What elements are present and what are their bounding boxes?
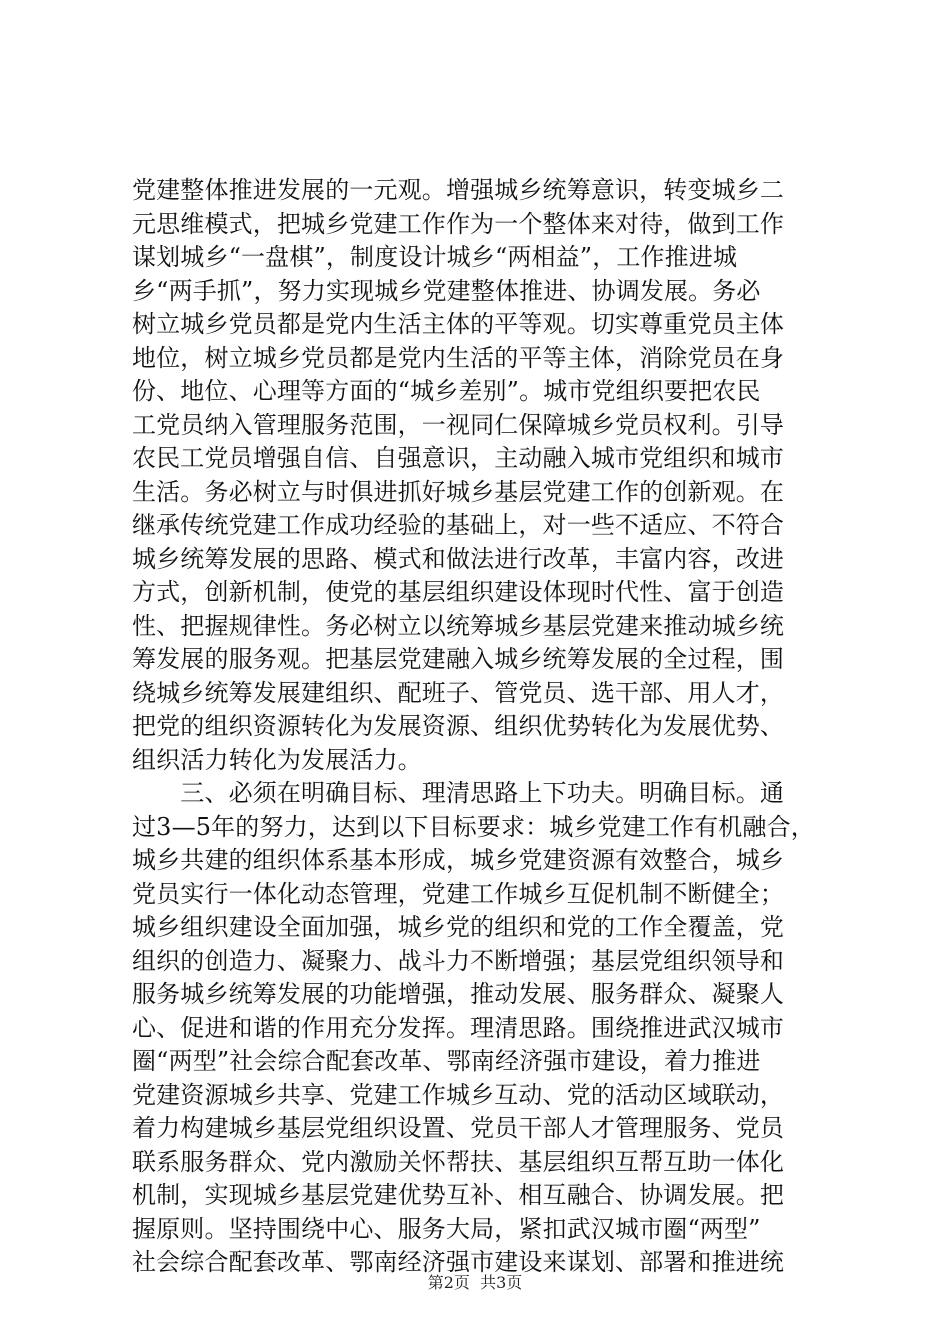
text-line: 握原则。坚持围绕中心、服务大局，紧扣武汉城市圈“两型”: [132, 1214, 761, 1243]
text-line: 把党的组织资源转化为发展资源、组织优势转化为发展优势、: [132, 712, 785, 740]
text-line: 城乡组织建设全面加强，城乡党的组织和党的工作全覆盖，党: [132, 913, 785, 941]
text-line: 服务城乡统筹发展的功能增强，推动发展、服务群众、凝聚人: [132, 980, 785, 1008]
text-line: 筹发展的服务观。把基层党建融入城乡统筹发展的全过程，围: [132, 645, 785, 673]
text-line: 机制，实现城乡基层党建优势互补、相互融合、协调发展。把: [132, 1181, 785, 1209]
text-line: 心、促进和谐的作用充分发挥。理清思路。围绕推进武汉城市: [132, 1013, 785, 1042]
text-line: 元思维模式，把城乡党建工作作为一个整体来对待，做到工作: [132, 209, 785, 238]
text-line: 城乡共建的组织体系基本形成，城乡党建资源有效整合，城乡: [132, 846, 785, 874]
text-line: 组织的创造力、凝聚力、战斗力不断增强；基层党组织领导和: [132, 946, 785, 975]
text-line: 继承传统党建工作成功经验的基础上，对一些不适应、不符合: [132, 511, 785, 539]
text-line: 农民工党员增强自信、自强意识，主动融入城市党组织和城市: [132, 444, 785, 472]
text-line: 工党员纳入管理服务范围，一视同仁保障城乡党员权利。引导: [132, 410, 785, 439]
text-line: 谋划城乡“一盘棋”，制度设计城乡“两相益”，工作推进城: [132, 243, 738, 271]
text-line: 城乡统筹发展的思路、模式和做法进行改革，丰富内容，改进: [132, 544, 785, 573]
text-line: 过3—5年的努力，达到以下目标要求：城乡党建工作有机融合，: [132, 812, 815, 841]
page-number-footer: 第2页 共3页: [427, 1273, 523, 1292]
text-line: 党员实行一体化动态管理，党建工作城乡互促机制不断健全；: [132, 879, 785, 908]
text-line: 地位，树立城乡党员都是党内生活的平等主体，消除党员在身: [132, 343, 785, 372]
text-line: 生活。务必树立与时俱进抓好城乡基层党建工作的创新观。在: [132, 477, 785, 506]
text-line: 份、地位、心理等方面的“城乡差别”。城市党组织要把农民: [132, 377, 761, 405]
text-line: 树立城乡党员都是党内生活主体的平等观。切实尊重党员主体: [132, 310, 785, 338]
text-line: 组织活力转化为发展活力。: [132, 745, 422, 774]
text-line: 联系服务群众、党内激励关怀帮扶、基层组织互帮互助一体化: [132, 1147, 785, 1176]
document-body: [132, 174, 832, 1280]
text-line: 方式，创新机制，使党的基层组织建设体现时代性、富于创造: [132, 578, 785, 606]
text-line: 性、把握规律性。务必树立以统筹城乡基层党建来推动城乡统: [132, 611, 785, 640]
text-line: 三、必须在明确目标、理清思路上下功夫。明确目标。通: [132, 779, 785, 807]
text-line: 乡“两手抓”，努力实现城乡党建整体推进、协调发展。务必: [132, 276, 761, 305]
text-line: 圈“两型”社会综合配套改革、鄂南经济强市建设，着力推进: [132, 1047, 761, 1075]
text-line: 绕城乡统筹发展建组织、配班子、管党员、选干部、用人才，: [132, 678, 785, 707]
text-line: 着力构建城乡基层党组织设置、党员干部人才管理服务、党员: [132, 1114, 785, 1142]
text-line: 社会综合配套改革、鄂南经济强市建设来谋划、部署和推进统: [132, 1248, 785, 1276]
text-line: 党建整体推进发展的一元观。增强城乡统筹意识，转变城乡二: [132, 176, 785, 204]
text-line: 党建资源城乡共享、党建工作城乡互动、党的活动区域联动，: [132, 1080, 785, 1109]
